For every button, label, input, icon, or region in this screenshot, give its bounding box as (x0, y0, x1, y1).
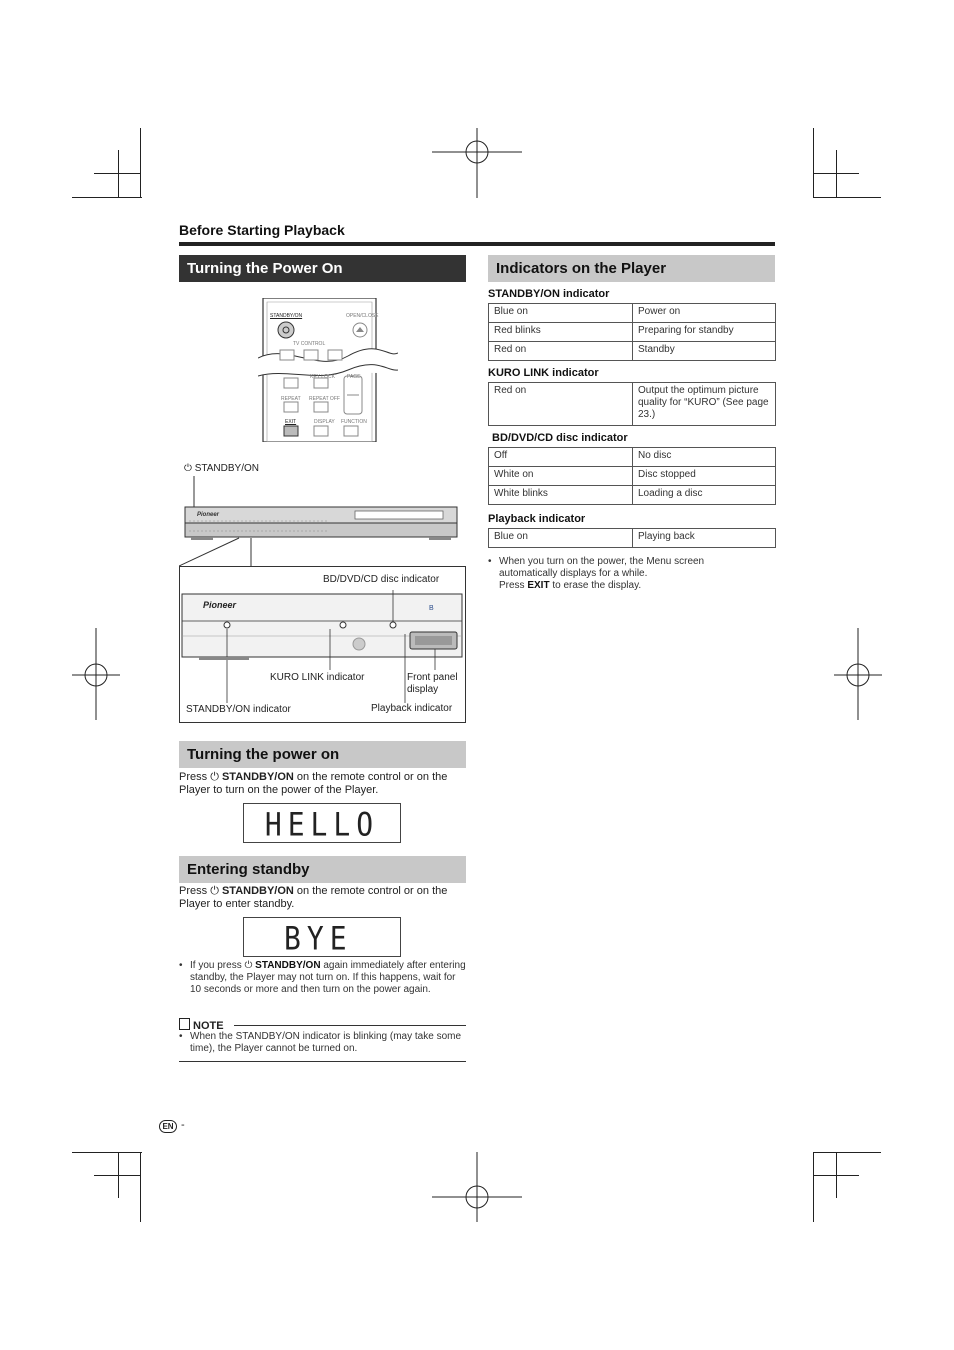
power-on-subtitle: Turning the power on (179, 741, 466, 768)
table-row: Red blinks Preparing for standby (489, 323, 776, 342)
front-panel-display-callout: Front panel display (407, 672, 458, 695)
remote-display-label: DISPLAY (314, 419, 335, 425)
power-on-title: Turning the Power On (179, 255, 466, 282)
player-illustration (179, 476, 466, 566)
section-heading: Before Starting Playback (179, 222, 345, 238)
standby-title: Entering standby (179, 856, 466, 883)
remote-page-label: PAGE (347, 374, 361, 380)
svg-text:B: B (429, 605, 434, 612)
disc-indicator-callout: BD/DVD/CD disc indicator (323, 574, 440, 585)
power-icon: ⏻ (210, 771, 222, 783)
power-icon: ⏻ (210, 885, 222, 897)
table-row: Blue on Playing back (489, 529, 776, 548)
standby-indicator-table (488, 303, 776, 361)
table-row: Off No disc (489, 448, 776, 467)
svg-text:Pioneer: Pioneer (203, 600, 237, 610)
playback-indicator-table (488, 528, 776, 548)
table-row: Red on Output the optimum picture quality for “KURO” (See page 23.) (489, 383, 776, 426)
table-row: Red on Standby (489, 342, 776, 361)
disc-indicator-table (488, 447, 776, 505)
standby-instructions: Press ⏻ STANDBY/ON on the remote control or on the Player to enter standby. (179, 885, 448, 910)
remote-function-label: FUNCTION (341, 419, 367, 425)
disc-table-label: BD/DVD/CD disc indicator (492, 432, 628, 444)
kuro-indicator-table (488, 382, 776, 426)
note-icon (179, 1018, 190, 1030)
menu-screen-note: • When you turn on the power, the Menu screen automatically displays for a while. Press EXIT to erase the display. (488, 556, 705, 591)
remote-repeat-off-label: REPEAT OFF (309, 396, 340, 402)
remote-repeat-label: REPEAT (281, 396, 301, 402)
standby-bullet: • If you press ⏻ STANDBY/ON again immediately after entering standby, the Player may not turn on. If this happens, wait for 10 seconds or more and then turn on the power again. (179, 960, 466, 995)
table-row: Blue on Power on (489, 304, 776, 323)
standby-indicator-callout: STANDBY/ON indicator (186, 704, 291, 715)
power-on-instructions: Press ⏻ STANDBY/ON on the remote control or on the Player to turn on the power of the Player. (179, 771, 448, 796)
lcd-bye-display (243, 917, 401, 957)
remote-key-lock-label: KEY LOCK (310, 374, 335, 380)
note-heading: NOTE (179, 1018, 224, 1032)
header-rule (179, 242, 775, 246)
language-badge: EN (159, 1120, 177, 1133)
remote-tv-control-label: TV CONTROL (293, 341, 326, 347)
power-icon: ⏻ (244, 960, 256, 971)
table-row: White blinks Loading a disc (489, 486, 776, 505)
standby-table-label: STANDBY/ON indicator (488, 288, 610, 300)
registration-mark-bottom (432, 1152, 522, 1222)
note-rule (234, 1025, 466, 1026)
note-bottom-rule (179, 1061, 466, 1062)
note-text: • When the STANDBY/ON indicator is blinking (may take some time), the Player cannot be turned on. (179, 1031, 462, 1054)
power-icon: ⏻ (184, 463, 192, 474)
lcd-hello-display (243, 803, 401, 843)
kuro-table-label: KURO LINK indicator (488, 367, 599, 379)
kuro-link-callout: KURO LINK indicator (270, 672, 365, 683)
remote-standby-label: STANDBY/ON (270, 313, 303, 319)
remote-open-close-label: OPEN/CLOSE (346, 313, 379, 319)
page-number-dash: - (181, 1119, 185, 1131)
registration-mark-right (834, 628, 882, 720)
lcd-hello-text: HELLO (264, 805, 380, 844)
remote-exit-label: EXIT (285, 419, 297, 425)
playback-indicator-callout: Playback indicator (371, 703, 453, 714)
registration-mark-top (432, 128, 522, 198)
playback-table-label: Playback indicator (488, 513, 586, 525)
indicators-title: Indicators on the Player (488, 255, 775, 282)
table-row: White on Disc stopped (489, 467, 776, 486)
svg-text:Pioneer: Pioneer (197, 512, 220, 518)
lcd-bye-text: BYE (284, 919, 353, 958)
registration-mark-left (72, 628, 120, 720)
player-standby-callout: ⏻ STANDBY/ON (184, 463, 259, 474)
front-panel-detail (179, 566, 466, 723)
